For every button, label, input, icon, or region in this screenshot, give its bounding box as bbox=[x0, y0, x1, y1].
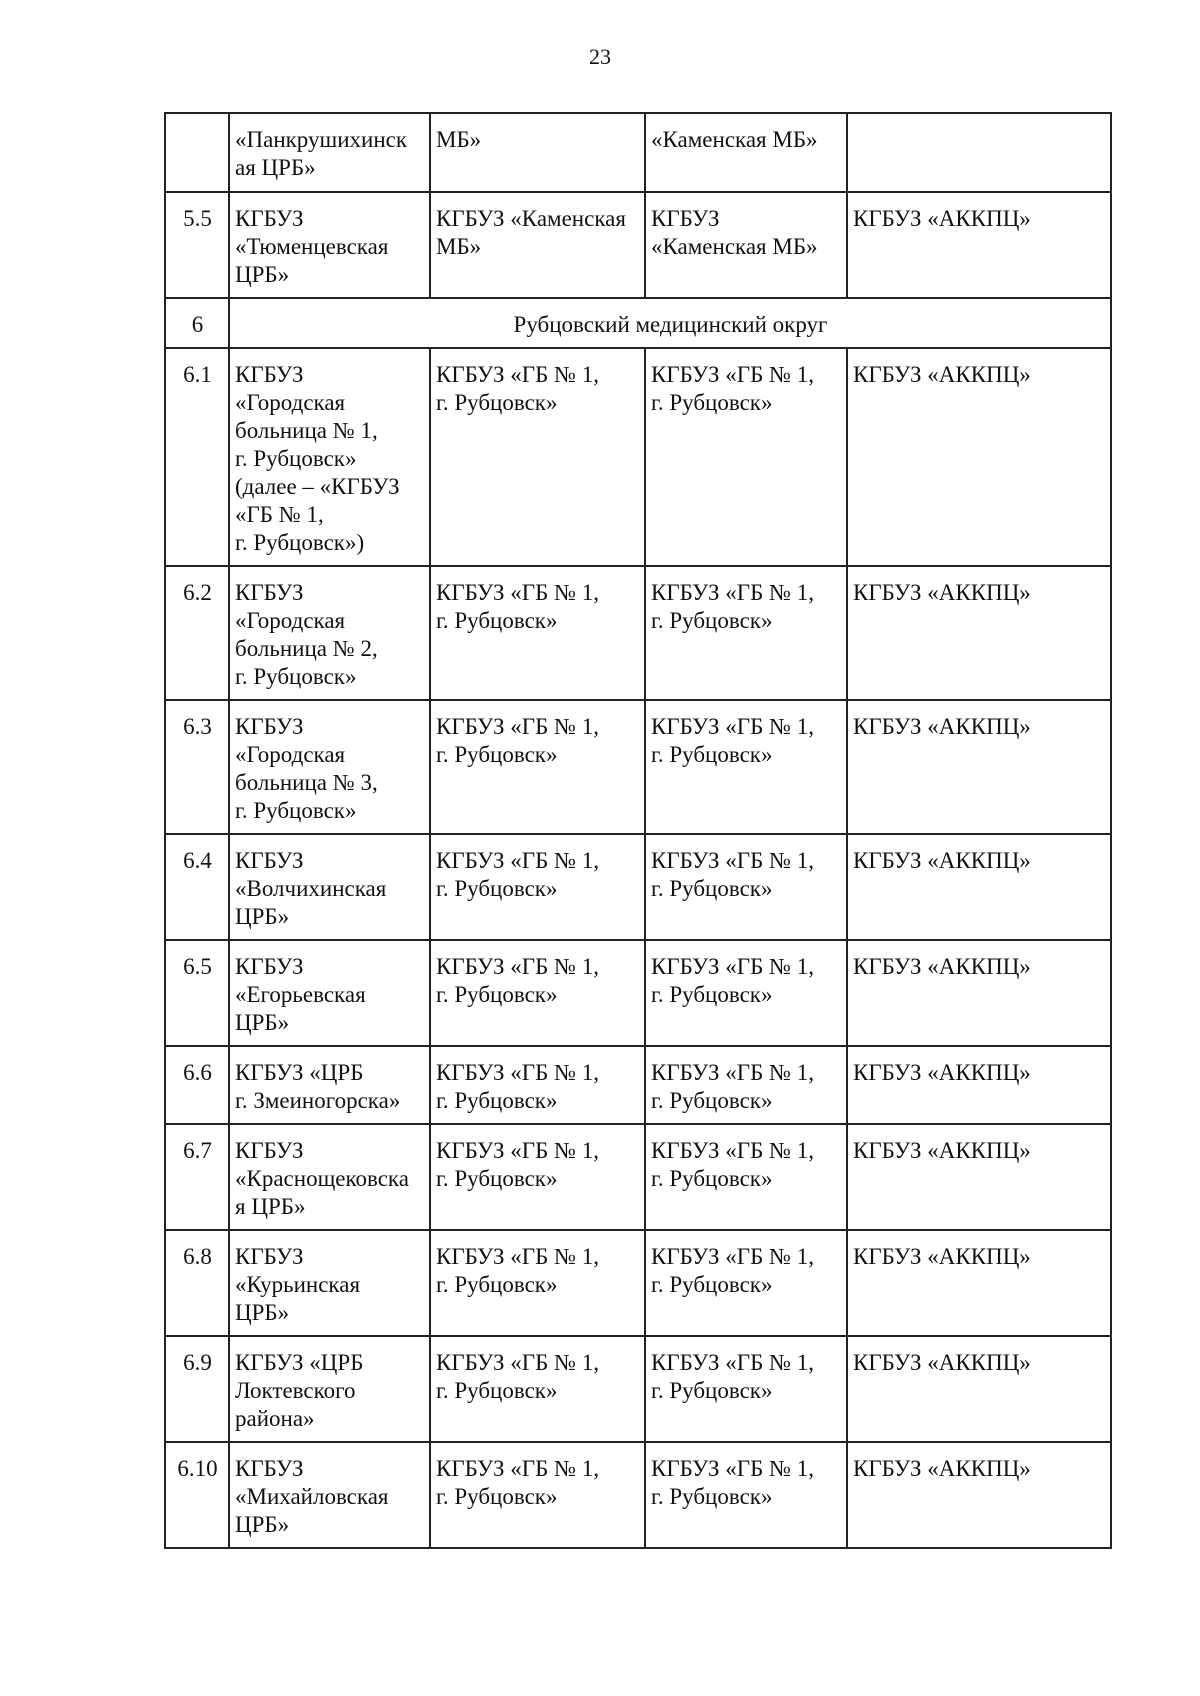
cell-text: КГБУЗ «АККПЦ» bbox=[853, 848, 1031, 873]
table-row bbox=[165, 1124, 1111, 1230]
level2-cell bbox=[645, 1336, 847, 1442]
table-row bbox=[165, 834, 1111, 940]
cell-text: КГБУЗ «АККПЦ» bbox=[853, 714, 1031, 739]
cell-text: «Панкрушихинск ая ЦРБ» bbox=[235, 127, 408, 180]
row-number: 5.5 bbox=[165, 192, 229, 298]
cell-text: КГБУЗ «АККПЦ» bbox=[853, 1138, 1031, 1163]
level3-cell bbox=[847, 1230, 1111, 1336]
cell-text: КГБУЗ «ГБ № 1, г. Рубцовск» bbox=[651, 714, 814, 767]
table-row bbox=[165, 940, 1111, 1046]
region-row bbox=[165, 298, 1111, 348]
level3-cell bbox=[847, 113, 1111, 192]
cell-text: КГБУЗ «Городская больница № 1, г. Рубцовск» (далее – «КГБУЗ «ГБ № 1, г. Рубцовск») bbox=[235, 362, 400, 555]
table-row bbox=[165, 192, 1111, 298]
cell-text: КГБУЗ «Городская больница № 3, г. Рубцовск» bbox=[235, 714, 378, 823]
page-number: 23 bbox=[589, 44, 611, 69]
level2-cell bbox=[645, 834, 847, 940]
region-title: Рубцовский медицинский округ bbox=[229, 298, 1111, 348]
row-number: 6.5 bbox=[165, 940, 229, 1046]
cell-text: КГБУЗ «АККПЦ» bbox=[853, 1456, 1031, 1481]
cell-text: КГБУЗ «Каменская МБ» bbox=[436, 206, 626, 259]
level2-cell bbox=[645, 566, 847, 700]
level2-cell bbox=[645, 1046, 847, 1124]
row-number: 6.4 bbox=[165, 834, 229, 940]
row-number: 6.3 bbox=[165, 700, 229, 834]
level2-cell bbox=[645, 113, 847, 192]
cell-text: КГБУЗ «ГБ № 1, г. Рубцовск» bbox=[436, 1138, 599, 1191]
cell-text: КГБУЗ «ГБ № 1, г. Рубцовск» bbox=[436, 1244, 599, 1297]
row-number: 6.1 bbox=[165, 348, 229, 566]
cell-text: КГБУЗ «ЦРБ Локтевского района» bbox=[235, 1350, 364, 1431]
facility-cell bbox=[229, 1336, 430, 1442]
facility-cell bbox=[229, 566, 430, 700]
cell-text: КГБУЗ «Курьинская ЦРБ» bbox=[235, 1244, 361, 1325]
level2-cell bbox=[645, 940, 847, 1046]
cell-text: «Каменская МБ» bbox=[651, 127, 818, 152]
level2-cell bbox=[645, 192, 847, 298]
level1-cell bbox=[430, 1336, 645, 1442]
cell-text: КГБУЗ «Волчихинская ЦРБ» bbox=[235, 848, 387, 929]
facility-cell bbox=[229, 348, 430, 566]
cell-text: КГБУЗ «ГБ № 1, г. Рубцовск» bbox=[651, 1350, 814, 1403]
cell-text: КГБУЗ «АККПЦ» bbox=[853, 1350, 1031, 1375]
row-number: 6.8 bbox=[165, 1230, 229, 1336]
cell-text: КГБУЗ «ГБ № 1, г. Рубцовск» bbox=[651, 954, 814, 1007]
table-row bbox=[165, 348, 1111, 566]
level3-cell bbox=[847, 1124, 1111, 1230]
cell-text: КГБУЗ «ГБ № 1, г. Рубцовск» bbox=[436, 1456, 599, 1509]
level1-cell bbox=[430, 940, 645, 1046]
level3-cell bbox=[847, 1442, 1111, 1548]
cell-text: КГБУЗ «Михайловская ЦРБ» bbox=[235, 1456, 389, 1537]
level2-cell bbox=[645, 1442, 847, 1548]
cell-text: КГБУЗ «АККПЦ» bbox=[853, 580, 1031, 605]
cell-text: КГБУЗ «ГБ № 1, г. Рубцовск» bbox=[651, 1456, 814, 1509]
level1-cell bbox=[430, 1442, 645, 1548]
level1-cell bbox=[430, 192, 645, 298]
table-row bbox=[165, 700, 1111, 834]
level2-cell bbox=[645, 700, 847, 834]
cell-text: КГБУЗ «Краснощековска я ЦРБ» bbox=[235, 1138, 409, 1219]
cell-text: КГБУЗ «АККПЦ» bbox=[853, 206, 1031, 231]
row-number: 6.2 bbox=[165, 566, 229, 700]
row-number: 6.6 bbox=[165, 1046, 229, 1124]
cell-text: КГБУЗ «АККПЦ» bbox=[853, 362, 1031, 387]
table-row bbox=[165, 1336, 1111, 1442]
level3-cell bbox=[847, 192, 1111, 298]
level3-cell bbox=[847, 566, 1111, 700]
level3-cell bbox=[847, 940, 1111, 1046]
level1-cell bbox=[430, 113, 645, 192]
row-number bbox=[165, 113, 229, 192]
facility-cell bbox=[229, 192, 430, 298]
cell-text: КГБУЗ «АККПЦ» bbox=[853, 1244, 1031, 1269]
facility-cell bbox=[229, 1046, 430, 1124]
cell-text: КГБУЗ «АККПЦ» bbox=[853, 1060, 1031, 1085]
cell-text: КГБУЗ «ГБ № 1, г. Рубцовск» bbox=[651, 362, 814, 415]
cell-text: КГБУЗ «ГБ № 1, г. Рубцовск» bbox=[436, 848, 599, 901]
row-number: 6.7 bbox=[165, 1124, 229, 1230]
facility-cell bbox=[229, 834, 430, 940]
cell-text: КГБУЗ «ГБ № 1, г. Рубцовск» bbox=[436, 714, 599, 767]
table-row bbox=[165, 1046, 1111, 1124]
cell-text: КГБУЗ «ГБ № 1, г. Рубцовск» bbox=[651, 1244, 814, 1297]
facility-cell bbox=[229, 1442, 430, 1548]
level1-cell bbox=[430, 1046, 645, 1124]
level2-cell bbox=[645, 1230, 847, 1336]
level3-cell bbox=[847, 1336, 1111, 1442]
level1-cell bbox=[430, 566, 645, 700]
level2-cell bbox=[645, 1124, 847, 1230]
facility-cell bbox=[229, 1124, 430, 1230]
cell-text: КГБУЗ «ГБ № 1, г. Рубцовск» bbox=[436, 954, 599, 1007]
cell-text: КГБУЗ «ГБ № 1, г. Рубцовск» bbox=[436, 1350, 599, 1403]
cell-text: КГБУЗ «ГБ № 1, г. Рубцовск» bbox=[651, 848, 814, 901]
level1-cell bbox=[430, 1230, 645, 1336]
row-number: 6.10 bbox=[165, 1442, 229, 1548]
cell-text: КГБУЗ «Тюменцевская ЦРБ» bbox=[235, 206, 389, 287]
cell-text: КГБУЗ «ЦРБ г. Змеиногорска» bbox=[235, 1060, 401, 1113]
cell-text: КГБУЗ «АККПЦ» bbox=[853, 954, 1031, 979]
routing-table bbox=[164, 112, 1112, 1549]
cell-text: КГБУЗ «ГБ № 1, г. Рубцовск» bbox=[651, 1060, 814, 1113]
level3-cell bbox=[847, 1046, 1111, 1124]
cell-text: КГБУЗ «ГБ № 1, г. Рубцовск» bbox=[436, 362, 599, 415]
cell-text: КГБУЗ «ГБ № 1, г. Рубцовск» bbox=[436, 1060, 599, 1113]
cell-text: КГБУЗ «ГБ № 1, г. Рубцовск» bbox=[651, 580, 814, 633]
facility-cell bbox=[229, 1230, 430, 1336]
level3-cell bbox=[847, 700, 1111, 834]
table-row bbox=[165, 1230, 1111, 1336]
cell-text: КГБУЗ «Городская больница № 2, г. Рубцовск» bbox=[235, 580, 378, 689]
facility-cell bbox=[229, 940, 430, 1046]
facility-cell bbox=[229, 700, 430, 834]
table-row bbox=[165, 1442, 1111, 1548]
cell-text: КГБУЗ «Егорьевская ЦРБ» bbox=[235, 954, 366, 1035]
level3-cell bbox=[847, 348, 1111, 566]
cell-text: КГБУЗ «Каменская МБ» bbox=[651, 206, 818, 259]
cell-text: КГБУЗ «ГБ № 1, г. Рубцовск» bbox=[436, 580, 599, 633]
level1-cell bbox=[430, 348, 645, 566]
level2-cell bbox=[645, 348, 847, 566]
cell-text: МБ» bbox=[436, 127, 482, 152]
table-row bbox=[165, 566, 1111, 700]
facility-cell bbox=[229, 113, 430, 192]
table-row bbox=[165, 113, 1111, 192]
table-body bbox=[165, 113, 1111, 1548]
cell-text: КГБУЗ «ГБ № 1, г. Рубцовск» bbox=[651, 1138, 814, 1191]
level1-cell bbox=[430, 700, 645, 834]
row-number: 6 bbox=[165, 298, 229, 348]
level1-cell bbox=[430, 834, 645, 940]
level3-cell bbox=[847, 834, 1111, 940]
level1-cell bbox=[430, 1124, 645, 1230]
row-number: 6.9 bbox=[165, 1336, 229, 1442]
